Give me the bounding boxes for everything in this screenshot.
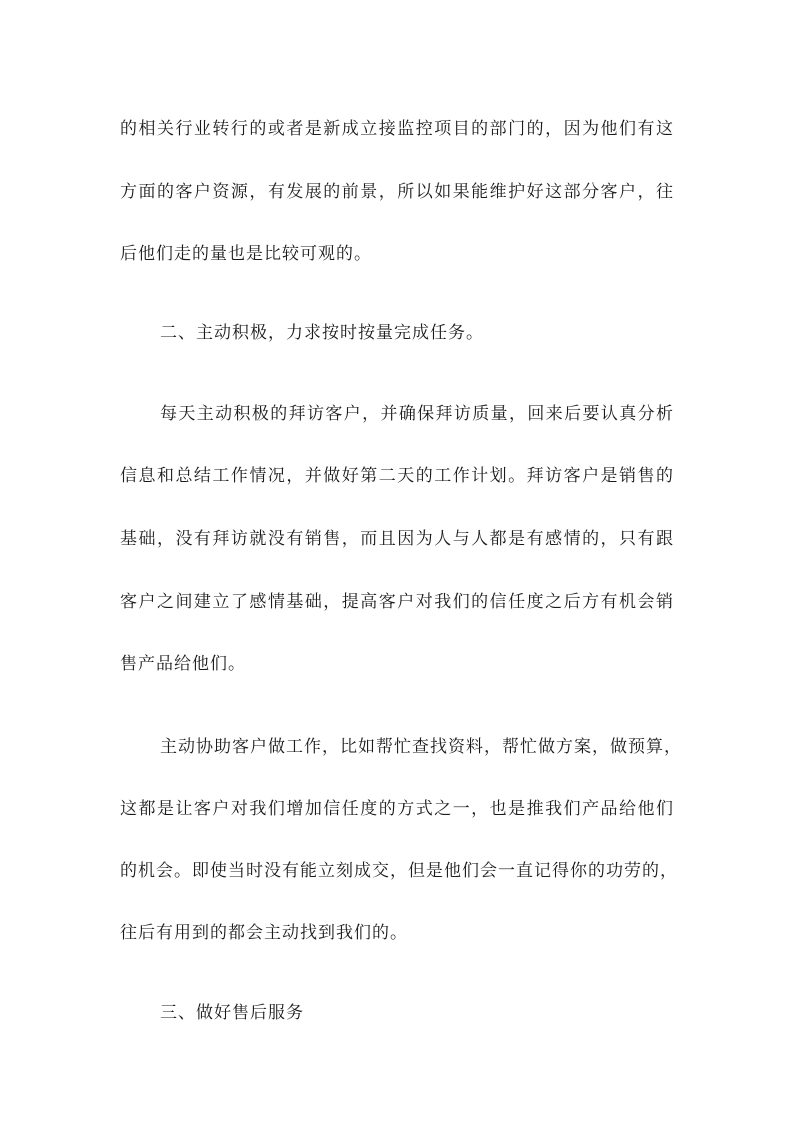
paragraph-line: 方面的客户资源，有发展的前景，所以如果能维护好这部分客户，往	[120, 182, 674, 202]
paragraph-line: 客户之间建立了感情基础，提高客户对我们的信任度之后方有机会销	[120, 592, 674, 612]
paragraph-line: 每天主动积极的拜访客户，并确保拜访质量，回来后要认真分析	[160, 404, 674, 424]
paragraph-line: 的机会。即使当时没有能立刻成交，但是他们会一直记得你的功劳的，	[120, 861, 678, 881]
paragraph-line: 后他们走的量也是比较可观的。	[120, 244, 372, 264]
paragraph-line: 这都是让客户对我们增加信任度的方式之一，也是推我们产品给他们	[120, 799, 674, 819]
paragraph-line: 信息和总结工作情况，并做好第二天的工作计划。拜访客户是销售的	[120, 466, 674, 486]
section-heading: 三、做好售后服务	[160, 1003, 304, 1023]
paragraph-line: 主动协助客户做工作，比如帮忙查找资料，帮忙做方案，做预算，	[160, 737, 682, 757]
paragraph-line: 往后有用到的都会主动找到我们的。	[120, 923, 408, 943]
paragraph-line: 的相关行业转行的或者是新成立接监控项目的部门的，因为他们有这	[120, 119, 674, 139]
paragraph-line: 售产品给他们。	[120, 654, 246, 674]
section-heading: 二、主动积极，力求按时按量完成任务。	[160, 323, 484, 343]
paragraph-line: 基础，没有拜访就没有销售，而且因为人与人都是有感情的，只有跟	[120, 529, 674, 549]
